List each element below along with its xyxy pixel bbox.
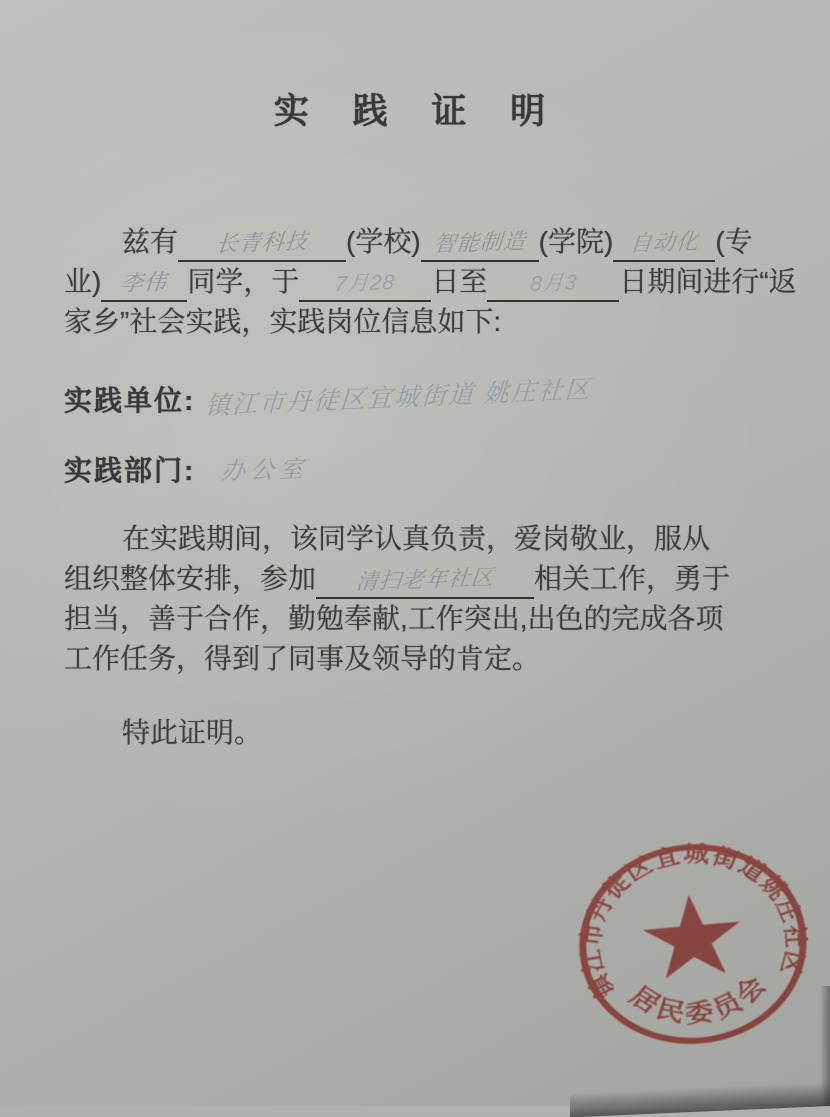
- activity-blank: [316, 563, 534, 599]
- before-activity-text: 组织整体安排，参加: [64, 563, 317, 594]
- after-activity-text: 相关工作，勇于: [534, 563, 731, 594]
- practice-department-row: [64, 451, 772, 491]
- handwritten-end-date: 8月3: [528, 271, 579, 296]
- handwritten-school: 长青科技: [214, 228, 310, 257]
- stamp-top-arc-text: 镇江市丹徒区宜城街道姚庄社区: [577, 842, 809, 1001]
- handwritten-activity: 清扫老年社区: [354, 564, 496, 595]
- handwritten-start-date: 7月28: [334, 270, 397, 297]
- stamp-star-icon: [640, 891, 744, 980]
- after-dates-text: 日期间进行“返: [619, 266, 797, 297]
- intro-line-2: [64, 262, 797, 302]
- major-label-close: 业): [64, 266, 102, 297]
- handwritten-practice-unit: 镇江市丹徒区宜城街道 姚庄社区: [204, 375, 593, 421]
- between-dates-text: 日至: [431, 266, 488, 297]
- intro-paragraph: [64, 222, 797, 342]
- official-red-stamp: [561, 826, 825, 1063]
- major-blank: [613, 226, 715, 262]
- evaluation-line-4: 工作任务，得到了同事及领导的肯定。: [64, 643, 541, 674]
- intro-lead: 兹有: [122, 226, 179, 257]
- start-date-blank: [299, 266, 431, 302]
- certificate-content: [64, 0, 797, 753]
- intro-line-1: [64, 222, 772, 262]
- closing-statement: 特此证明。: [122, 717, 263, 748]
- practice-unit-row: [64, 375, 772, 421]
- student-name-blank: [101, 266, 187, 302]
- photo-bottom-edge-shadow: [570, 1076, 830, 1117]
- handwritten-college: 智能制造: [432, 228, 527, 257]
- evaluation-line-2: [64, 559, 772, 599]
- school-label: (学校): [346, 226, 421, 257]
- stamp-bottom-arc-text: 居民委员会: [624, 969, 775, 1029]
- school-blank: [178, 226, 346, 262]
- major-label-open: (专: [715, 226, 753, 257]
- handwritten-major: 自动化: [628, 228, 700, 257]
- college-label: (学院): [538, 226, 614, 257]
- after-student-text: 同学，于: [187, 266, 300, 297]
- intro-line-3: 家乡”社会实践，实践岗位信息如下:: [64, 306, 502, 337]
- evaluation-paragraph: [64, 519, 772, 679]
- handwritten-practice-department: 办公室: [220, 455, 310, 486]
- end-date-blank: [487, 266, 619, 302]
- practice-unit-label: 实践单位:: [64, 385, 196, 416]
- college-blank: [421, 226, 539, 262]
- practice-department-label: 实践部门:: [64, 455, 196, 486]
- photo-right-edge-shadow: [820, 986, 830, 1106]
- evaluation-line-1: 在实践期间，该同学认真负责，爱岗敬业，服从: [122, 523, 711, 554]
- handwritten-student-name: 李伟: [120, 269, 169, 296]
- evaluation-line-3: 担当，善于合作，勤勉奉献,工作突出,出色的完成各项: [64, 603, 724, 634]
- certificate-title: 实 践 证 明: [273, 92, 563, 131]
